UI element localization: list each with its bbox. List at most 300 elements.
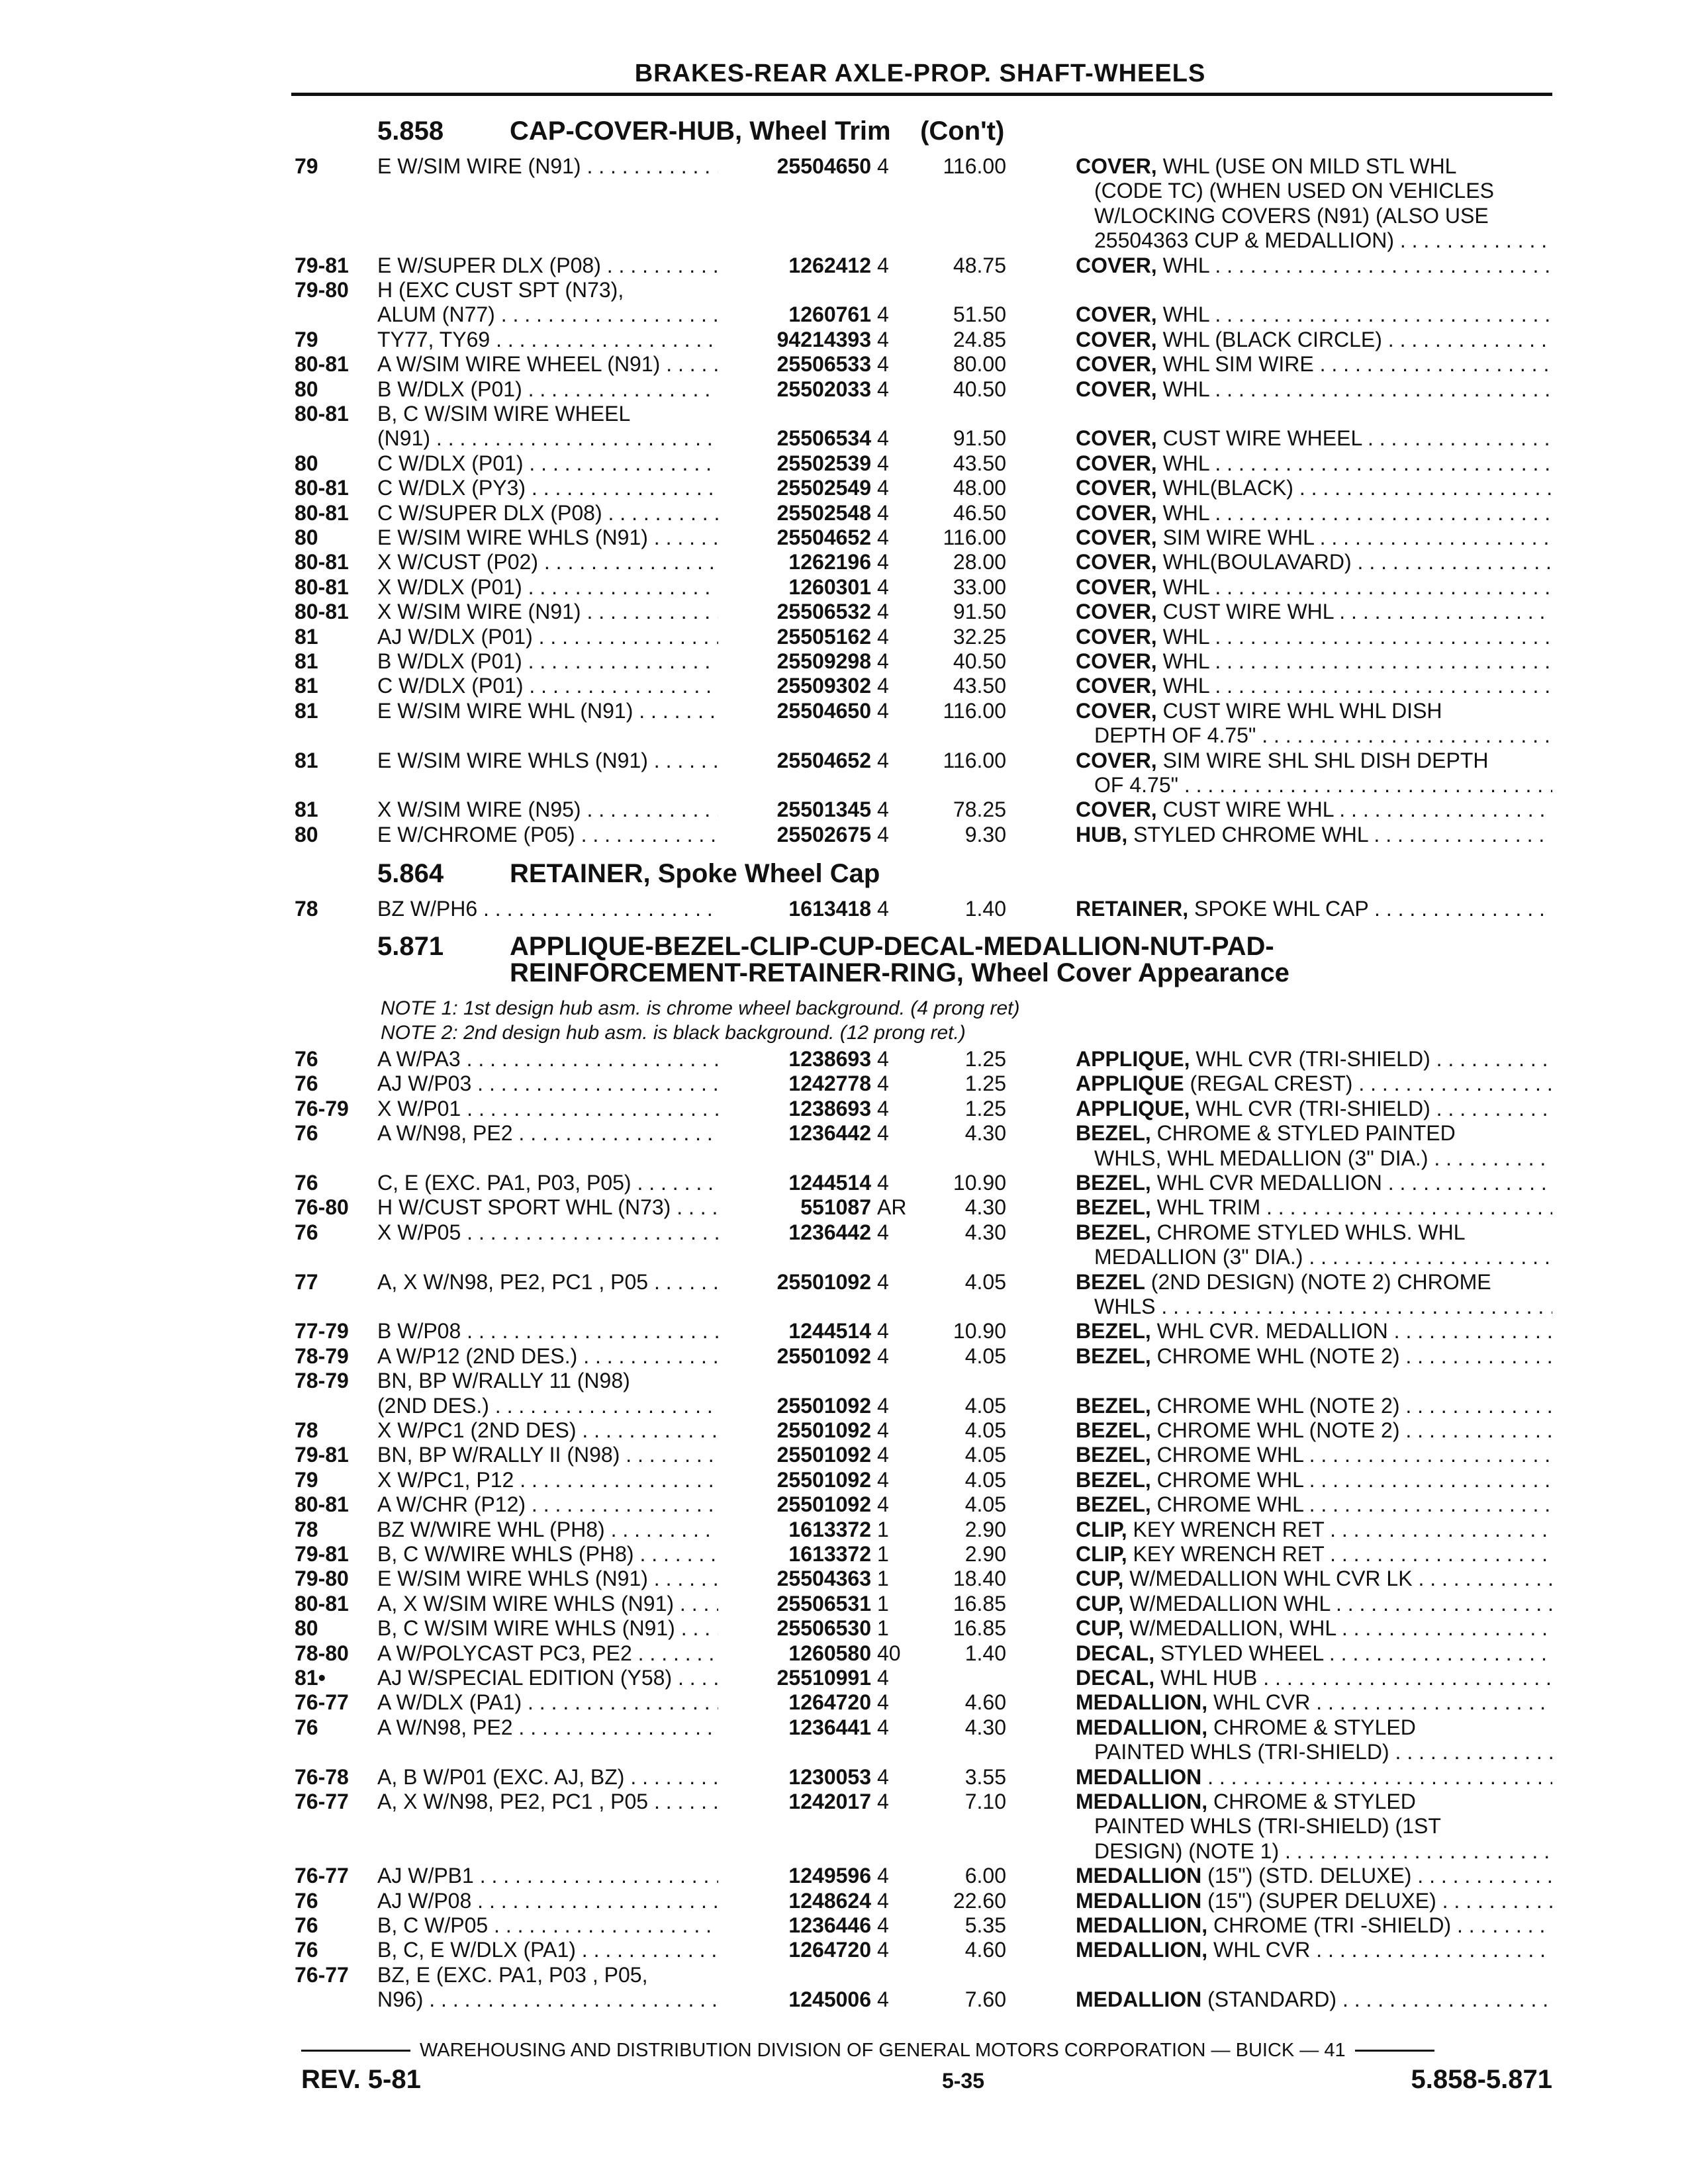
model-year: 80 (295, 525, 318, 549)
description-text: WHL (1162, 625, 1209, 649)
description-text: WHL CVR (1213, 1938, 1311, 1962)
description-keyword: BEZEL, (1076, 1418, 1151, 1442)
part-number: 551087 (718, 1195, 871, 1220)
description-keyword: COVER, (1076, 302, 1157, 326)
description-keyword: BEZEL, (1076, 1319, 1151, 1343)
description-keyword: APPLIQUE, (1076, 1047, 1190, 1071)
price: 91.50 (953, 426, 1006, 450)
table-row (0, 1715, 1688, 1740)
description-keyword: MEDALLION, (1076, 1690, 1208, 1714)
price: 22.60 (953, 1889, 1006, 1913)
description-text: WHL (1162, 302, 1209, 326)
footer-rule-left (301, 2050, 410, 2052)
part-number: 1264720 (718, 1938, 871, 1962)
description (1076, 1195, 1552, 1220)
description (1076, 501, 1552, 525)
description (1076, 550, 1552, 574)
description-keyword: MEDALLION (1076, 1765, 1202, 1789)
description-text: W/LOCKING COVERS (N91) (ALSO USE (1094, 204, 1489, 228)
price: 1.40 (964, 1641, 1006, 1665)
description-text: WHL SIM WIRE (1162, 352, 1314, 376)
part-number: 1244514 (718, 1171, 871, 1195)
part-number: 1262412 (718, 253, 871, 278)
revision-label: REV. 5-81 (301, 2065, 421, 2094)
part-number: 1613418 (718, 897, 871, 921)
description (1076, 600, 1552, 624)
description (1076, 204, 1552, 228)
description-keyword: APPLIQUE, (1076, 1097, 1190, 1120)
description-text: PAINTED WHLS (TRI-SHIELD) (1094, 1740, 1389, 1764)
description-text: WHL (1162, 674, 1209, 698)
model-year: 76-77 (295, 1790, 349, 1813)
model-year: 81 (295, 625, 318, 649)
application: B W/P08 . . . (377, 1319, 722, 1343)
table-row (0, 1443, 1688, 1467)
quantity: 4 (877, 1121, 889, 1145)
part-number: 1236442 (718, 1220, 871, 1245)
application: A W/DLX (PA1) . . . (377, 1690, 722, 1715)
description (1076, 1518, 1552, 1542)
description-keyword: MEDALLION, (1076, 1913, 1208, 1937)
description (1076, 749, 1552, 773)
footer-division-line (301, 2040, 1552, 2062)
description (1076, 253, 1552, 278)
price: 16.85 (953, 1616, 1006, 1640)
table-row (0, 1790, 1688, 1814)
application: B, C W/WIRE WHLS (PH8) . . . (377, 1542, 722, 1567)
part-number: 1613372 (718, 1542, 871, 1567)
model-year: 78 (295, 1418, 318, 1442)
application: C W/SUPER DLX (P08) . . . (377, 501, 722, 525)
model-year: 81 (295, 797, 318, 821)
table-row (0, 1468, 1688, 1492)
quantity: 40 (877, 1641, 901, 1665)
part-number: 1244514 (718, 1319, 871, 1343)
table-row (0, 1121, 1688, 1146)
description-text: CHROME STYLED WHLS. WHL (1156, 1220, 1466, 1244)
part-number: 25501092 (718, 1270, 871, 1295)
table-row (0, 525, 1688, 550)
application: B, C, E W/DLX (PA1) . . . (377, 1938, 722, 1962)
description-keyword: MEDALLION, (1076, 1790, 1208, 1813)
application: B W/DLX (P01) . . . (377, 377, 722, 402)
description (1076, 1468, 1552, 1492)
model-year: 77 (295, 1270, 318, 1294)
application: B, C W/P05 . . . (377, 1913, 722, 1938)
description-text: SIM WIRE WHL (1162, 525, 1314, 549)
section-title-continued: REINFORCEMENT-RETAINER-RING, Wheel Cover Appearance (510, 958, 1289, 987)
table-row (0, 154, 1688, 179)
quantity: 4 (877, 1666, 889, 1690)
model-year: 76 (295, 1220, 318, 1244)
description-text: DEPTH OF 4.75" (1094, 723, 1256, 747)
description-text: MEDALLION (3" DIA.) (1094, 1245, 1303, 1269)
description-text: CUST WIRE WHL (1162, 797, 1334, 821)
description (1076, 897, 1552, 921)
description (1076, 1913, 1552, 1938)
model-year: 76 (295, 1047, 318, 1071)
header-rule (291, 93, 1552, 96)
page-number: 5-35 (941, 2069, 985, 2093)
description-text: WHL (1162, 451, 1209, 475)
application: A W/SIM WIRE WHEEL (N91) . . . (377, 352, 722, 377)
description-text: OF 4.75" (1094, 773, 1178, 797)
part-number: 25501092 (718, 1344, 871, 1369)
table-row (0, 302, 1688, 327)
quantity: 4 (877, 1864, 889, 1888)
description-keyword: COVER, (1076, 501, 1157, 525)
price: 91.50 (953, 600, 1006, 623)
description-keyword: BEZEL, (1076, 1443, 1151, 1467)
description-text: PAINTED WHLS (TRI-SHIELD) (1ST (1094, 1814, 1441, 1838)
description (1076, 1270, 1552, 1295)
model-year: 79-81 (295, 1443, 349, 1467)
description-keyword: BEZEL, (1076, 1195, 1151, 1219)
quantity: 4 (877, 1319, 889, 1343)
price: 1.25 (964, 1071, 1006, 1095)
description-keyword: BEZEL (1076, 1270, 1145, 1294)
table-row (0, 1492, 1688, 1517)
model-year: 79-80 (295, 1567, 349, 1590)
description (1076, 1790, 1552, 1814)
description (1076, 1394, 1552, 1418)
part-number: 25502033 (718, 377, 871, 402)
price: 33.00 (953, 575, 1006, 599)
note-1: NOTE 1: 1st design hub asm. is chrome wheel background. (4 prong ret) (381, 997, 1020, 1019)
model-year: 80-81 (295, 402, 349, 426)
table-row (0, 1641, 1688, 1666)
model-year: 76 (295, 1121, 318, 1145)
application: A, X W/SIM WIRE WHLS (N91) . . . (377, 1592, 722, 1616)
quantity: 4 (877, 352, 889, 376)
application: AJ W/DLX (P01) . . . (377, 625, 722, 649)
description (1076, 723, 1552, 748)
application: BN, BP W/RALLY 11 (N98) (377, 1369, 630, 1392)
description (1076, 1492, 1552, 1517)
quantity: 4 (877, 575, 889, 599)
description (1076, 179, 1552, 203)
description-keyword: BEZEL, (1076, 1492, 1151, 1516)
table-row (0, 1987, 1688, 2012)
description-text: CHROME & STYLED (1213, 1715, 1416, 1739)
description-text: SPOKE WHL CAP (1194, 897, 1369, 921)
model-year: 80-81 (295, 1492, 349, 1516)
description (1076, 525, 1552, 550)
quantity: 4 (877, 1790, 889, 1813)
description (1076, 154, 1552, 179)
section-range: 5.858-5.871 (1411, 2065, 1552, 2094)
price: 4.05 (964, 1468, 1006, 1492)
section-number: 5.871 (377, 932, 444, 961)
description-keyword: APPLIQUE (1076, 1071, 1184, 1095)
table-row (0, 1195, 1688, 1220)
table-row (0, 228, 1688, 253)
price: 80.00 (953, 352, 1006, 376)
quantity: 4 (877, 154, 889, 178)
price: 24.85 (953, 328, 1006, 351)
application: A W/N98, PE2 . . . (377, 1121, 722, 1146)
description-text: W/MEDALLION WHL (1129, 1592, 1331, 1615)
description-text: (2ND DESIGN) (NOTE 2) CHROME (1150, 1270, 1491, 1294)
model-year: 80-81 (295, 476, 349, 500)
model-year: 78 (295, 897, 318, 921)
price: 28.00 (953, 550, 1006, 574)
description-keyword: CUP, (1076, 1592, 1124, 1615)
part-number: 25504652 (718, 749, 871, 773)
model-year: 80-81 (295, 1592, 349, 1615)
part-number: 1236442 (718, 1121, 871, 1146)
price: 7.10 (964, 1790, 1006, 1813)
table-row (0, 1839, 1688, 1864)
description (1076, 352, 1552, 377)
application: C W/DLX (P01) . . . (377, 451, 722, 476)
model-year: 76 (295, 1171, 318, 1195)
quantity: 4 (877, 1071, 889, 1095)
description-text: WHL (1162, 377, 1209, 401)
description-keyword: BEZEL, (1076, 1394, 1151, 1418)
part-number: 25504650 (718, 154, 871, 179)
part-number: 1236441 (718, 1715, 871, 1740)
table-row (0, 797, 1688, 822)
part-number: 25501092 (718, 1468, 871, 1492)
description (1076, 1616, 1552, 1641)
price: 43.50 (953, 451, 1006, 475)
part-number: 25509302 (718, 674, 871, 698)
quantity: 4 (877, 699, 889, 723)
description (1076, 1319, 1552, 1343)
quantity: 4 (877, 1418, 889, 1442)
quantity: 4 (877, 550, 889, 574)
description (1076, 1666, 1552, 1690)
page-header: BRAKES-REAR AXLE-PROP. SHAFT-WHEELS (634, 60, 1206, 87)
description-text: WHLS (1094, 1295, 1156, 1318)
description (1076, 699, 1552, 723)
description-text: CUST WIRE WHEEL (1162, 426, 1362, 450)
application: X W/SIM WIRE (N95) . . . (377, 797, 722, 822)
table-row (0, 1270, 1688, 1295)
application: TY77, TY69 . . . (377, 328, 722, 352)
description-text: (15") (STD. DELUXE) (1207, 1864, 1412, 1888)
description-keyword: CUP, (1076, 1567, 1124, 1590)
price: 116.00 (943, 154, 1006, 178)
table-row (0, 1097, 1688, 1121)
application: C W/DLX (PY3) . . . (377, 476, 722, 500)
description-text: WHL CVR MEDALLION (1156, 1171, 1382, 1195)
quantity: 1 (877, 1542, 889, 1566)
model-year: 80-81 (295, 600, 349, 623)
description-text: SIM WIRE SHL SHL DISH DEPTH (1162, 749, 1489, 772)
quantity: 4 (877, 797, 889, 821)
description (1076, 797, 1552, 822)
model-year: 78-79 (295, 1369, 349, 1392)
model-year: 81 (295, 699, 318, 723)
description (1076, 1765, 1552, 1790)
description (1076, 1740, 1552, 1764)
model-year: 76-77 (295, 1864, 349, 1888)
quantity: 1 (877, 1518, 889, 1541)
description-text: WHL(BLACK) (1162, 476, 1293, 500)
model-year: 80-81 (295, 501, 349, 525)
table-row (0, 377, 1688, 402)
footer-rule-right (1355, 2050, 1434, 2052)
model-year: 80 (295, 377, 318, 401)
price: 4.30 (964, 1121, 1006, 1145)
quantity: 4 (877, 1690, 889, 1714)
description-text: W/MEDALLION, WHL (1129, 1616, 1336, 1640)
description-text: WHL (1162, 649, 1209, 673)
description (1076, 674, 1552, 698)
description (1076, 476, 1552, 500)
application: X W/P05 . . . (377, 1220, 722, 1245)
table-row (0, 1344, 1688, 1369)
part-number: 25501092 (718, 1443, 871, 1467)
section-suffix: (Con't) (920, 116, 1005, 146)
part-number: 25506533 (718, 352, 871, 377)
table-row (0, 501, 1688, 525)
application: C W/DLX (P01) . . . (377, 674, 722, 698)
quantity: 4 (877, 501, 889, 525)
description (1076, 1987, 1552, 2012)
description-text: STYLED CHROME WHL (1133, 823, 1368, 846)
model-year: 76-77 (295, 1690, 349, 1714)
description-text: (REGAL CREST) (1190, 1071, 1353, 1095)
description-text: WHL TRIM (1156, 1195, 1261, 1219)
description (1076, 823, 1552, 847)
quantity: 4 (877, 1468, 889, 1492)
model-year: 76 (295, 1938, 318, 1962)
description-text: WHL (BLACK CIRCLE) (1162, 328, 1382, 351)
table-row (0, 699, 1688, 723)
part-number: 1260580 (718, 1641, 871, 1666)
model-year: 76-79 (295, 1097, 349, 1120)
description (1076, 302, 1552, 327)
table-row (0, 1047, 1688, 1071)
table-row (0, 749, 1688, 773)
table-row (0, 1518, 1688, 1542)
model-year: 79 (295, 328, 318, 351)
application: BN, BP W/RALLY II (N98) . . . (377, 1443, 722, 1467)
part-number: 25504650 (718, 699, 871, 723)
table-row (0, 1938, 1688, 1962)
table-row (0, 1889, 1688, 1913)
price: 4.05 (964, 1344, 1006, 1368)
part-number: 25510991 (718, 1666, 871, 1690)
application: E W/SIM WIRE WHLS (N91) . . . (377, 749, 722, 773)
description-text: (15") (SUPER DELUXE) (1207, 1889, 1436, 1913)
part-number: 25501092 (718, 1418, 871, 1443)
price: 48.75 (953, 253, 1006, 277)
part-number: 1242017 (718, 1790, 871, 1814)
price: 51.50 (953, 302, 1006, 326)
quantity: 4 (877, 1344, 889, 1368)
description (1076, 1171, 1552, 1195)
application: E W/SUPER DLX (P08) . . . (377, 253, 722, 278)
model-year: 80 (295, 1616, 318, 1640)
part-number: 25501092 (718, 1394, 871, 1418)
table-row (0, 1146, 1688, 1171)
footer (301, 2065, 1552, 2095)
description-keyword: DECAL, (1076, 1666, 1155, 1690)
table-row (0, 253, 1688, 278)
section-number: 5.864 (377, 859, 444, 888)
description-keyword: COVER, (1076, 600, 1157, 623)
table-row (0, 402, 1688, 426)
model-year: 76-78 (295, 1765, 349, 1789)
price: 78.25 (953, 797, 1006, 821)
part-number: 1230053 (718, 1765, 871, 1790)
description (1076, 377, 1552, 402)
price: 3.55 (964, 1765, 1006, 1789)
description-text: CHROME WHL (1156, 1443, 1303, 1467)
price: 10.90 (953, 1171, 1006, 1195)
description (1076, 1814, 1552, 1839)
description (1076, 1542, 1552, 1567)
quantity: 1 (877, 1592, 889, 1615)
application: B, C W/SIM WIRE WHLS (N91) . . . (377, 1616, 722, 1641)
table-row (0, 179, 1688, 203)
model-year: 78 (295, 1518, 318, 1541)
model-year: 76 (295, 1889, 318, 1913)
quantity: 4 (877, 1715, 889, 1739)
table-row (0, 773, 1688, 797)
description (1076, 625, 1552, 649)
footer-division-text: WAREHOUSING AND DISTRIBUTION DIVISION OF GENERAL MOTORS CORPORATION — BUICK — 41 (420, 2040, 1346, 2061)
price: 4.60 (964, 1938, 1006, 1962)
description (1076, 1938, 1552, 1962)
application: ALUM (N77) . . . (377, 302, 722, 327)
description-text: STYLED WHEEL (1160, 1641, 1323, 1665)
description (1076, 773, 1552, 797)
table-row (0, 1814, 1688, 1839)
model-year: 79 (295, 1468, 318, 1492)
description-text: (STANDARD) (1207, 1987, 1337, 2011)
quantity: 4 (877, 302, 889, 326)
section-heading-5871 (377, 933, 1289, 986)
model-year: 78-79 (295, 1344, 349, 1368)
description-keyword: MEDALLION (1076, 1864, 1202, 1888)
description (1076, 1567, 1552, 1591)
quantity: 4 (877, 377, 889, 401)
description (1076, 1443, 1552, 1467)
description (1076, 1889, 1552, 1913)
application: A W/POLYCAST PC3, PE2 . . . (377, 1641, 722, 1666)
description-text: CHROME WHL (1156, 1492, 1303, 1516)
part-number: 25506532 (718, 600, 871, 624)
table-row (0, 1071, 1688, 1096)
application: H W/CUST SPORT WHL (N73) . . . (377, 1195, 722, 1220)
price: 116.00 (943, 699, 1006, 723)
quantity: 4 (877, 1889, 889, 1913)
table-row (0, 1319, 1688, 1343)
price: 4.05 (964, 1270, 1006, 1294)
table-row (0, 1690, 1688, 1715)
description (1076, 1121, 1552, 1146)
description (1076, 1839, 1552, 1864)
description-text: CHROME WHL (NOTE 2) (1156, 1394, 1400, 1418)
quantity: 1 (877, 1567, 889, 1590)
table-row (0, 723, 1688, 748)
description (1076, 1864, 1552, 1888)
description-keyword: BEZEL, (1076, 1468, 1151, 1492)
model-year: 79-80 (295, 278, 349, 302)
model-year: 80-81 (295, 575, 349, 599)
description-keyword: MEDALLION, (1076, 1715, 1208, 1739)
part-number: 25504652 (718, 525, 871, 550)
quantity: 4 (877, 1220, 889, 1244)
table-row (0, 476, 1688, 500)
application: X W/CUST (P02) . . . (377, 550, 722, 574)
description-keyword: COVER, (1076, 476, 1157, 500)
